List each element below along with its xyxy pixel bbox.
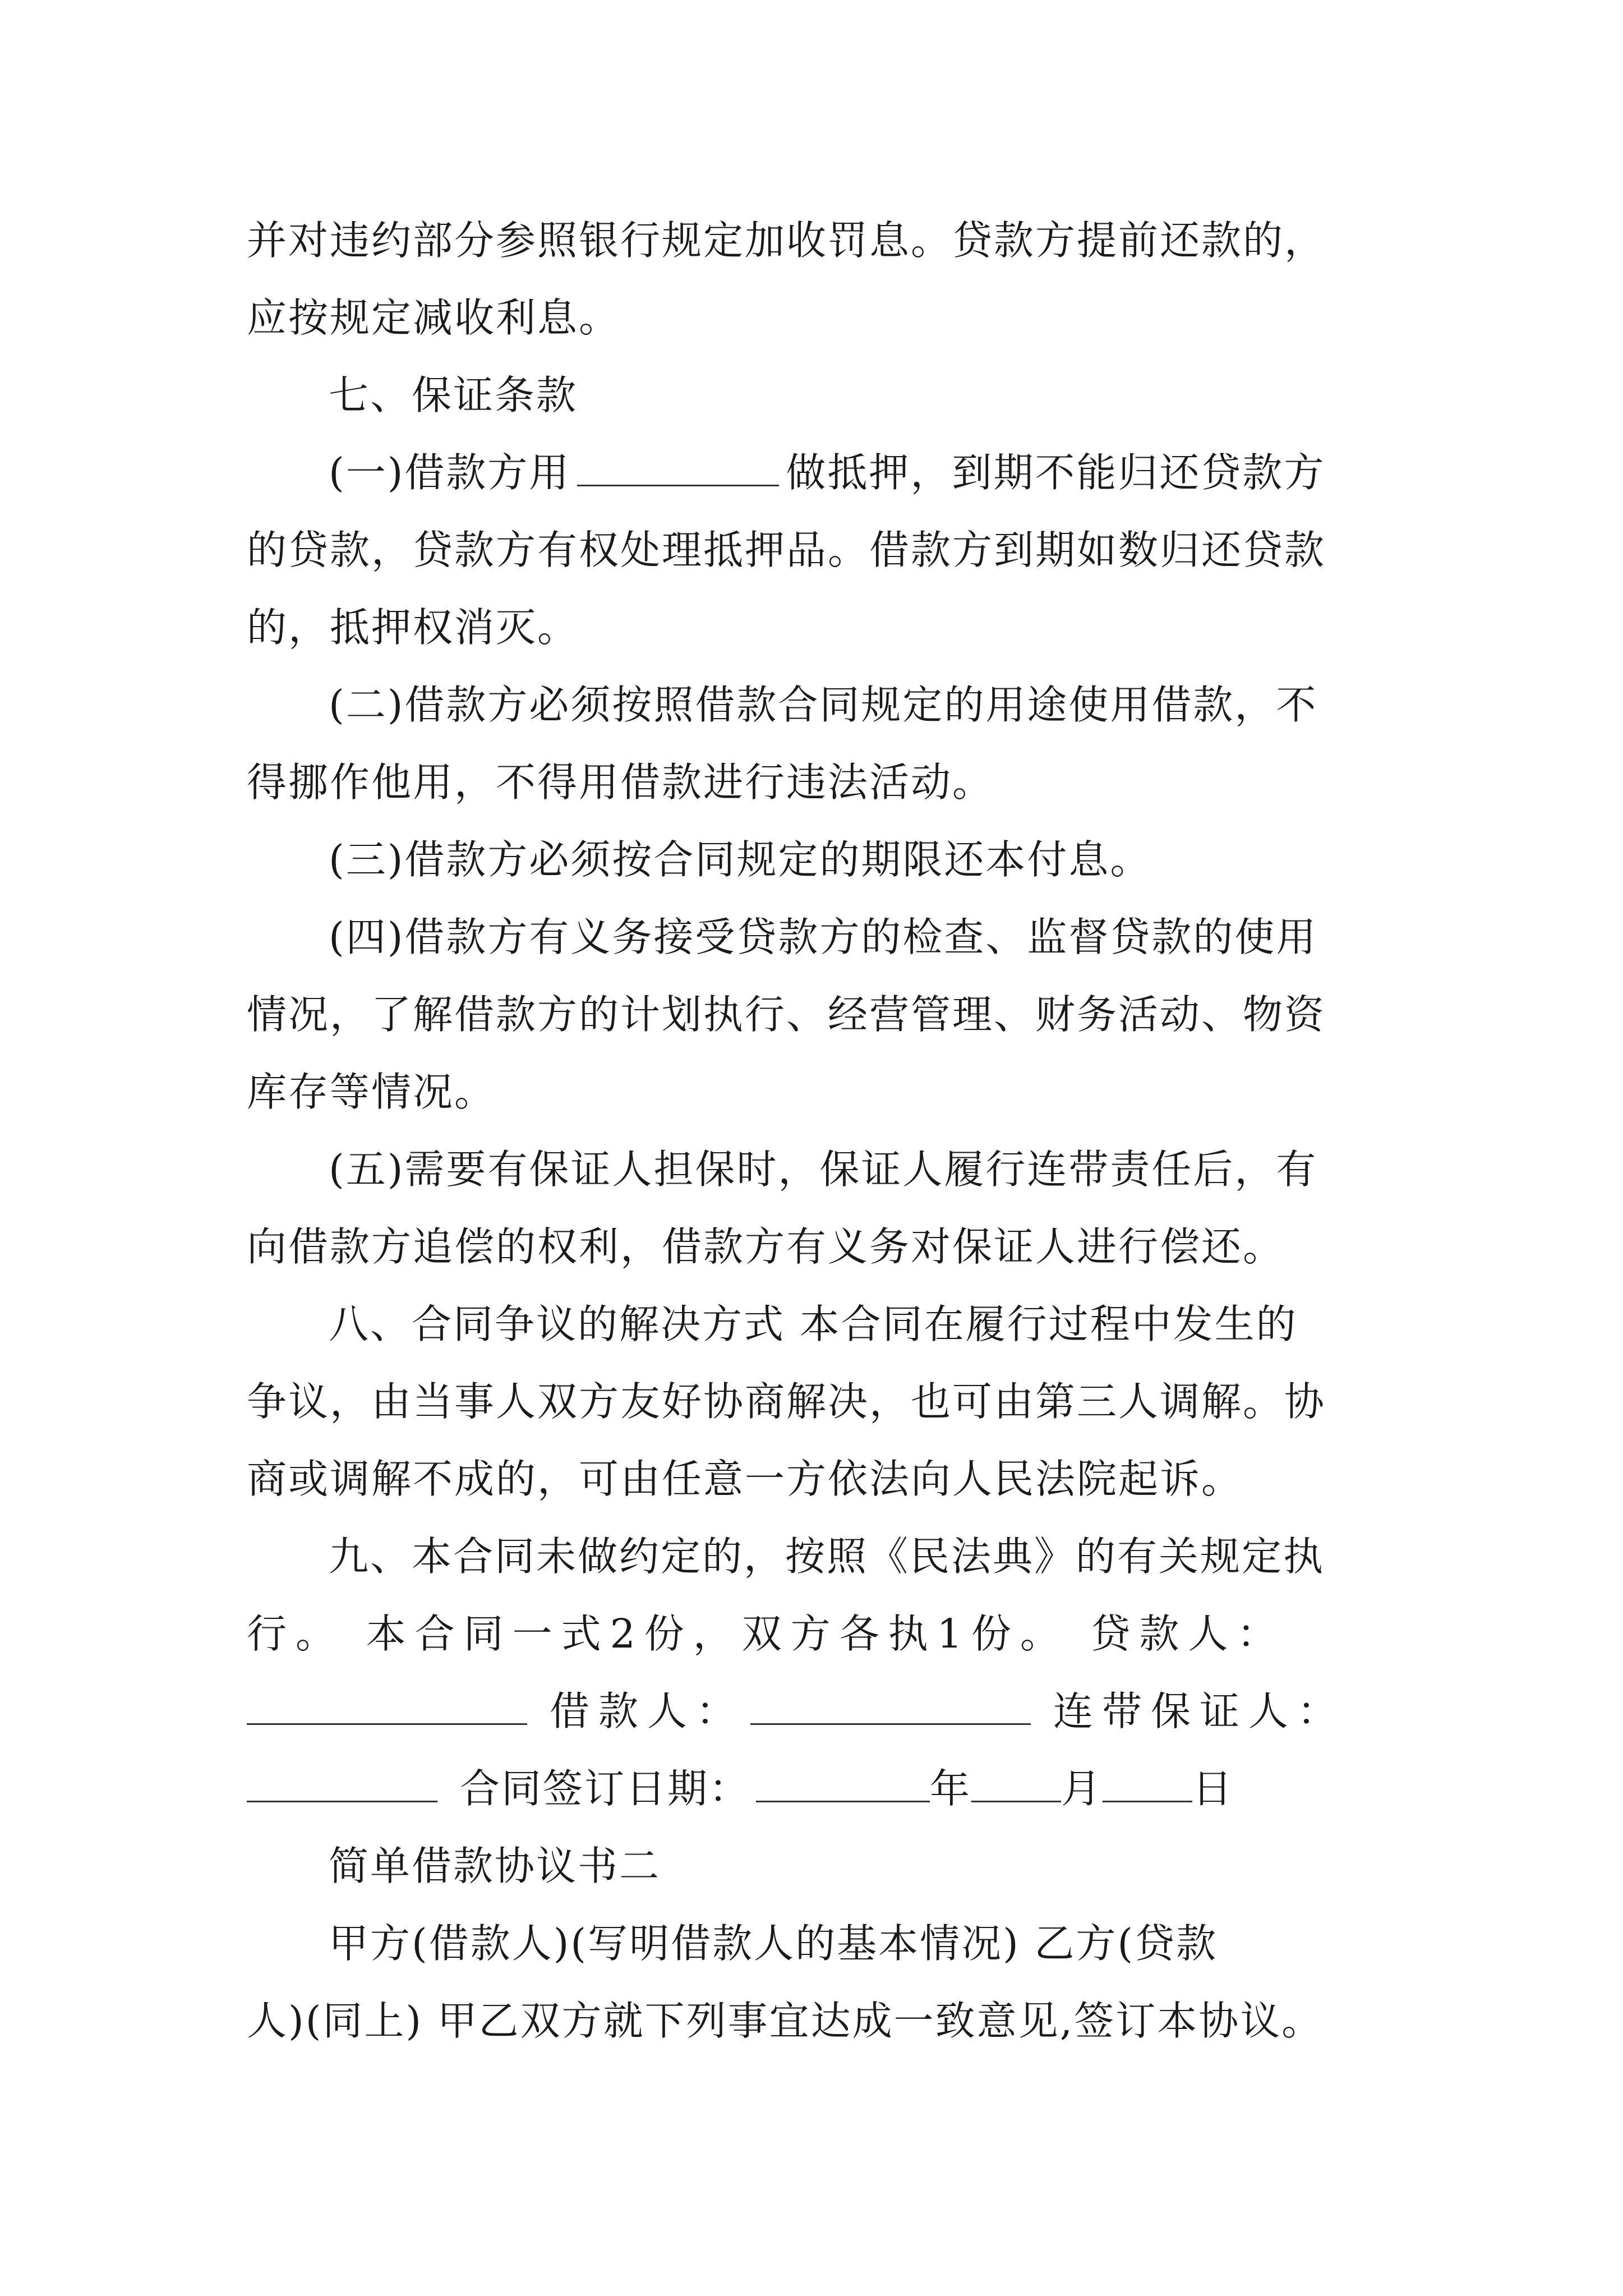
section-title: 简单借款协议书二 — [329, 1843, 661, 1889]
text-line: 商或调解不成的，可由任意一方依法向人民法院起诉。 — [247, 1456, 1243, 1502]
signature-line — [247, 1673, 1391, 1750]
text-segment: 做抵押，到期不能归还贷款方 — [786, 449, 1326, 496]
year-blank — [756, 1764, 930, 1802]
text-line: 人)(同上) 甲乙双方就下列事宜达成一致意见,签订本协议。 — [247, 1998, 1324, 2044]
text-line — [247, 434, 1391, 512]
day-blank — [1103, 1764, 1192, 1802]
text-line: 应按规定减收利息。 — [247, 295, 621, 341]
text-line: 得挪作他用，不得用借款进行违法活动。 — [247, 759, 994, 806]
text-line: 甲方(借款人)(写明借款人的基本情况) 乙方(贷款 — [329, 1920, 1218, 1967]
text-line: 争议，由当事人双方友好协商解决，也可由第三人调解。协 — [247, 1378, 1326, 1425]
month-blank — [971, 1764, 1061, 1802]
date-label: 合同签订日期： — [460, 1765, 751, 1812]
borrower-blank — [750, 1686, 1031, 1725]
text-line: 情况，了解借款方的计划执行、经营管理、财务活动、物资 — [247, 991, 1326, 1038]
guarantor-blank — [247, 1764, 437, 1802]
text-line: (三)借款方必须按合同规定的期限还本付息。 — [329, 836, 1152, 883]
text-line: (五)需要有保证人担保时，保证人履行连带责任后，有 — [329, 1146, 1318, 1193]
month-label: 月 — [1061, 1765, 1103, 1812]
text-line: 行。 本合同一式2份，双方各执1份。 贷款人： — [247, 1611, 1286, 1657]
text-line: 的，抵押权消灭。 — [247, 604, 579, 651]
lender-blank — [247, 1686, 527, 1725]
date-line — [247, 1750, 1391, 1828]
text-line: 库存等情况。 — [247, 1069, 496, 1115]
borrower-label: 借款人： — [550, 1688, 745, 1734]
text-line: 九、本合同未做约定的，按照《民法典》的有关规定执 — [329, 1533, 1325, 1580]
text-line: (四)借款方有义务接受贷款方的检查、监督贷款的使用 — [329, 914, 1318, 960]
text-line: 向借款方追偿的权利，借款方有义务对保证人进行偿还。 — [247, 1223, 1285, 1270]
text-segment: (一)借款方用 — [329, 449, 571, 496]
text-line: 八、合同争议的解决方式 本合同在履行过程中发生的 — [329, 1301, 1298, 1347]
year-label: 年 — [930, 1765, 972, 1812]
fill-blank — [577, 448, 779, 486]
document-page — [247, 202, 1391, 2060]
text-line: 并对违约部分参照银行规定加收罚息。贷款方提前还款的， — [247, 217, 1326, 264]
text-line: 的贷款，贷款方有权处理抵押品。借款方到期如数归还贷款 — [247, 527, 1326, 573]
section-heading: 七、保证条款 — [329, 372, 578, 418]
guarantor-label: 连带保证人： — [1053, 1688, 1347, 1734]
day-label: 日 — [1192, 1765, 1234, 1812]
text-line: (二)借款方必须按照借款合同规定的用途使用借款，不 — [329, 682, 1318, 728]
